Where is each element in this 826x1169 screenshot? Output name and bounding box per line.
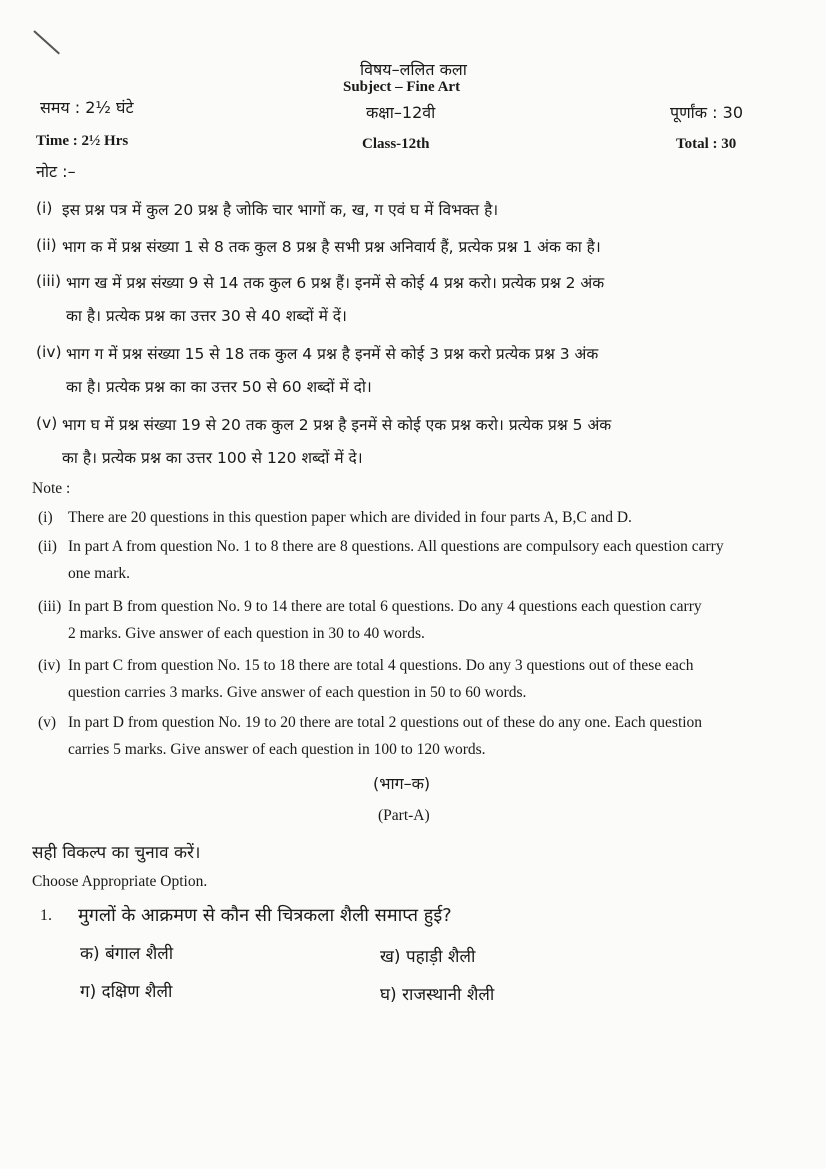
note-en-4-num: (iv) [38,657,61,674]
note-en-5-line-2: carries 5 marks. Give answer of each question in 100 to 120 words. [68,741,486,758]
note-en-3-line-2: 2 marks. Give answer of each question in 30 to 40 words. [68,625,425,642]
question-1-option-a: क) बंगाल शैली [80,944,174,964]
note-hi-5-num: (v) [36,414,58,432]
question-1-option-b: ख) पहाड़ी शैली [380,947,476,967]
note-hi-3-line-1: भाग ख में प्रश्न संख्या 9 से 14 तक कुल 6 प्रश्न हैं। इनमें से कोई 4 प्रश्न करो। प्रत्येक प्रश्न 2 अंक [66,274,605,292]
total-english: Total : 30 [676,136,737,152]
part-hindi: (भाग–क) [373,774,431,793]
instruction-hindi: सही विकल्प का चुनाव करें। [32,843,201,863]
note-en-3-num: (iii) [38,598,62,615]
note-hindi-label: नोट :– [36,162,76,181]
question-1-option-c: ग) दक्षिण शैली [80,982,173,1002]
note-en-1-line-1: There are 20 questions in this question paper which are divided in four parts A, B,C and D. [68,509,632,526]
note-hi-1-line-1: इस प्रश्न पत्र में कुल 20 प्रश्न है जोकि चार भागों क, ख, ग एवं घ में विभक्त है। [62,201,499,219]
note-en-2-line-2: one mark. [68,565,130,582]
note-hi-4-line-2: का है। प्रत्येक प्रश्न का का उत्तर 50 से 60 शब्दों में दो। [66,378,372,396]
note-english-label: Note : [32,480,71,497]
part-english: (Part-A) [378,807,430,824]
time-english: Time : 2½ Hrs [36,133,129,149]
note-en-2-num: (ii) [38,538,57,555]
note-en-3-line-1: In part B from question No. 9 to 14 there are total 6 questions. Do any 4 questions each question carry [68,598,702,615]
note-en-2-line-1: In part A from question No. 1 to 8 there are 8 questions. All questions are compulsory each question carry [68,538,724,555]
note-en-5-line-1: In part D from question No. 19 to 20 there are total 2 questions out of these do any one. Each question [68,714,703,731]
note-en-5-num: (v) [38,714,57,731]
total-hindi: पूर्णांक : 30 [670,103,744,122]
note-hi-3-line-2: का है। प्रत्येक प्रश्न का उत्तर 30 से 40 शब्दों में दें। [66,307,347,325]
note-hi-4-num: (iv) [36,343,62,361]
question-1-option-d: घ) राजस्थानी शैली [380,985,495,1005]
note-en-4-line-1: In part C from question No. 15 to 18 there are total 4 questions. Do any 3 questions out of these each [68,657,694,674]
question-1-text: मुगलों के आक्रमण से कौन सी चित्रकला शैली समाप्त हुई? [78,905,452,926]
note-hi-3-num: (iii) [36,272,62,290]
class-hindi: कक्षा–12वी [366,103,436,122]
time-hindi: समय : 2½ घंटे [40,98,134,117]
note-hi-5-line-2: का है। प्रत्येक प्रश्न का उत्तर 100 से 120 शब्दों में दे। [62,449,363,467]
subject-english: Subject – Fine Art [343,79,461,95]
note-hi-5-line-1: भाग घ में प्रश्न संख्या 19 से 20 तक कुल 2 प्रश्न है इनमें से कोई एक प्रश्न करो। प्रत्येक प्रश्न 5 अंक [62,416,612,434]
pen-mark [33,30,60,54]
note-en-1-num: (i) [38,509,53,526]
instruction-english: Choose Appropriate Option. [32,873,208,890]
note-en-4-line-2: question carries 3 marks. Give answer of each question in 50 to 60 words. [68,684,527,701]
question-1-number: 1. [40,907,52,924]
subject-hindi: विषय–ललित कला [360,60,467,79]
class-english: Class-12th [362,136,430,152]
note-hi-1-num: (i) [36,199,53,217]
note-hi-4-line-1: भाग ग में प्रश्न संख्या 15 से 18 तक कुल 4 प्रश्न है इनमें से कोई 3 प्रश्न करो प्रत्येक प्रश्न 3 अंक [66,345,599,363]
note-hi-2-line-1: भाग क में प्रश्न संख्या 1 से 8 तक कुल 8 प्रश्न है सभी प्रश्न अनिवार्य हैं, प्रत्येक प्रश्न 1 अंक का है। [62,238,601,256]
note-hi-2-num: (ii) [36,236,57,254]
